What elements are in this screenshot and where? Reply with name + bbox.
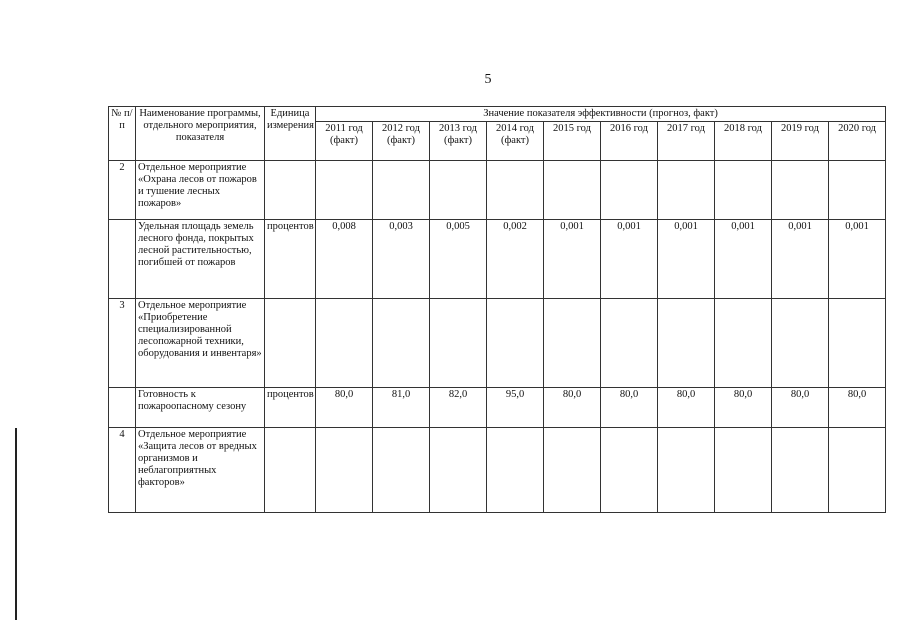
page-number: 5 [484, 72, 492, 87]
header-year: 2015 год [544, 122, 601, 161]
value-cell: 95,0 [487, 388, 544, 428]
header-year: 2019 год [772, 122, 829, 161]
value-cell [715, 427, 772, 512]
value-cell [829, 298, 886, 387]
row-unit [265, 161, 316, 220]
value-cell: 82,0 [430, 388, 487, 428]
value-cell [430, 161, 487, 220]
value-cell [772, 427, 829, 512]
value-cell: 0,001 [544, 219, 601, 298]
value-cell: 81,0 [373, 388, 430, 428]
row-unit: процентов [265, 219, 316, 298]
value-cell: 0,003 [373, 219, 430, 298]
row-num: 2 [109, 161, 136, 220]
value-cell [316, 161, 373, 220]
header-year: 2014 год (факт) [487, 122, 544, 161]
value-cell: 80,0 [601, 388, 658, 428]
value-cell: 0,002 [487, 219, 544, 298]
value-cell [487, 298, 544, 387]
value-cell [715, 161, 772, 220]
value-cell: 80,0 [715, 388, 772, 428]
value-cell: 0,001 [715, 219, 772, 298]
value-cell [430, 427, 487, 512]
header-num: № п/п [109, 107, 136, 161]
value-cell [601, 298, 658, 387]
row-unit [265, 298, 316, 387]
value-cell [544, 161, 601, 220]
header-value-group: Значение показателя эффективности (прогноз, факт) [316, 107, 886, 122]
table-row [109, 219, 886, 298]
value-cell [772, 298, 829, 387]
row-name: Отдельное мероприятие «Приобретение специализированной лесопожарной техники, оборудования и инвентаря» [136, 298, 265, 387]
value-cell [544, 298, 601, 387]
table-row [109, 427, 886, 512]
header-unit: Единица измерения [265, 107, 316, 161]
header-year: 2016 год [601, 122, 658, 161]
margin-line [15, 428, 17, 620]
row-name: Отдельное мероприятие «Охрана лесов от пожаров и тушение лесных пожаров» [136, 161, 265, 220]
value-cell [373, 427, 430, 512]
value-cell [658, 161, 715, 220]
row-unit [265, 427, 316, 512]
value-cell [487, 161, 544, 220]
value-cell [658, 298, 715, 387]
value-cell [373, 161, 430, 220]
value-cell: 0,001 [829, 219, 886, 298]
value-cell [316, 427, 373, 512]
row-num: 3 [109, 298, 136, 387]
value-cell: 80,0 [544, 388, 601, 428]
value-cell [715, 298, 772, 387]
value-cell: 0,001 [601, 219, 658, 298]
table-row [109, 388, 886, 428]
value-cell [601, 427, 658, 512]
value-cell [487, 427, 544, 512]
table-row [109, 298, 886, 387]
value-cell: 80,0 [772, 388, 829, 428]
value-cell [829, 161, 886, 220]
header-name: Наименование программы, отдельного мероприятия, показателя [136, 107, 265, 161]
value-cell: 0,008 [316, 219, 373, 298]
header-year: 2012 год (факт) [373, 122, 430, 161]
row-name: Отдельное мероприятие «Защита лесов от вредных организмов и неблагоприятных факторов» [136, 427, 265, 512]
value-cell [772, 161, 829, 220]
header-year: 2020 год [829, 122, 886, 161]
row-num [109, 219, 136, 298]
value-cell: 0,001 [772, 219, 829, 298]
row-name: Готовность к пожароопасному сезону [136, 388, 265, 428]
value-cell [373, 298, 430, 387]
header-year: 2018 год [715, 122, 772, 161]
value-cell: 0,005 [430, 219, 487, 298]
value-cell [829, 427, 886, 512]
row-name: Удельная площадь земель лесного фонда, покрытых лесной растительностью, погибшей от пожаров [136, 219, 265, 298]
table-row [109, 161, 886, 220]
value-cell: 0,001 [658, 219, 715, 298]
header-year: 2013 год (факт) [430, 122, 487, 161]
value-cell: 80,0 [829, 388, 886, 428]
value-cell [601, 161, 658, 220]
value-cell [316, 298, 373, 387]
value-cell [544, 427, 601, 512]
value-cell: 80,0 [316, 388, 373, 428]
value-cell [430, 298, 487, 387]
header-year: 2017 год [658, 122, 715, 161]
row-num: 4 [109, 427, 136, 512]
row-unit: процентов [265, 388, 316, 428]
row-num [109, 388, 136, 428]
header-year: 2011 год (факт) [316, 122, 373, 161]
indicator-table [108, 106, 886, 513]
value-cell: 80,0 [658, 388, 715, 428]
value-cell [658, 427, 715, 512]
